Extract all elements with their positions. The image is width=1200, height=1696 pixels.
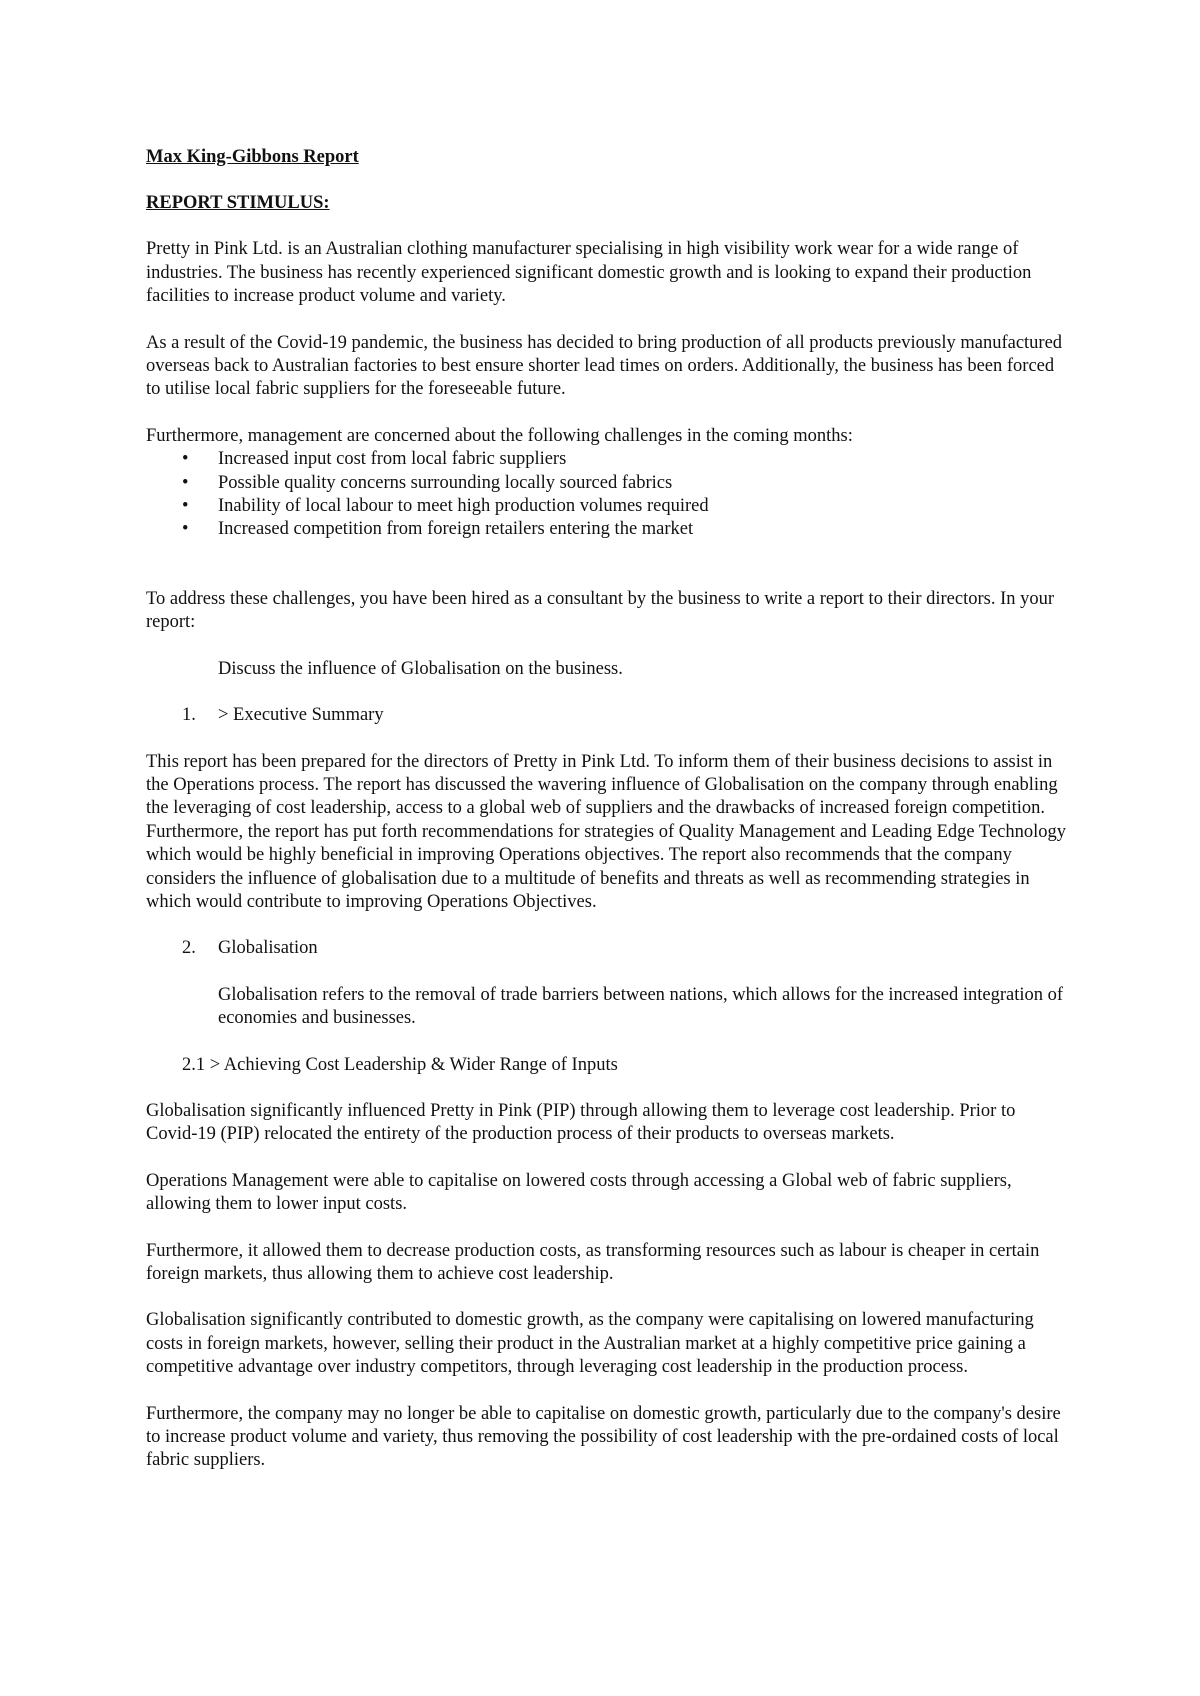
bullet-icon: • xyxy=(182,519,189,540)
section-2-1-paragraph-3: Furthermore, it allowed them to decrease production costs, as transforming resources such as labour is cheaper in certain foreign markets, thus allowing them to achieve cost leadership. xyxy=(146,1240,1040,1284)
section-2-1-paragraph-5: Furthermore, the company may no longer be able to capitalise on domestic growth, particularly due to the company's desire to increase product volume and variety, thus removing the possibility of cost leadership with the pre-ordained costs of local fabric suppliers. xyxy=(146,1403,1061,1471)
stimulus-paragraph-2: As a result of the Covid-19 pandemic, the business has decided to bring production of all products previously manufactured overseas back to Australian factories to best ensure shorter lead times on orders. Additionally, the business has been forced to utilise local fabric suppliers for the foreseeable future. xyxy=(146,332,1063,400)
section-2-1-paragraph-1: Globalisation significantly influenced Pretty in Pink (PIP) through allowing them to leverage cost leadership. Prior to Covid-19 (PIP) relocated the entirety of the production process of their products to overseas markets. xyxy=(146,1100,1016,1145)
bullet-icon: • xyxy=(182,472,189,493)
report-task: Discuss the influence of Globalisation on the business. xyxy=(218,658,623,679)
section-1-title: > Executive Summary xyxy=(218,705,384,726)
section-2-1-heading: 2.1 > Achieving Cost Leadership & Wider Range of Inputs xyxy=(182,1054,618,1075)
bullet-icon: • xyxy=(182,496,189,517)
section-2-number: 2. xyxy=(182,938,196,959)
document-page xyxy=(146,146,1070,1473)
bullet-icon: • xyxy=(182,449,189,470)
stimulus-heading: REPORT STIMULUS: xyxy=(146,193,330,213)
challenge-text: Possible quality concerns surrounding locally sourced fabrics xyxy=(218,472,673,493)
list-item xyxy=(146,472,1070,495)
section-1-number: 1. xyxy=(182,705,196,726)
executive-summary-body: This report has been prepared for the directors of Pretty in Pink Ltd. To inform them of their business decisions to assist in the Operations process. The report has discussed the wavering influence of Globalisation on the company through enabling the leveraging of cost leadership, access to a global web of suppliers and the drawbacks of increased foreign competition. Furthermore, the report has put forth recommendations for strategies of Quality Management and Leading Edge Technology which would be highly beneficial in improving Operations objectives. The report also recommends that the company considers the influence of globalisation due to a multitude of benefits and threats as well as recommending strategies in which would contribute to improving Operations Objectives. xyxy=(146,751,1067,912)
stimulus-paragraph-3: Furthermore, management are concerned about the following challenges in the coming months: xyxy=(146,425,853,446)
stimulus-paragraph-1: Pretty in Pink Ltd. is an Australian clothing manufacturer specialising in high visibility work wear for a wide range of industries. The business has recently experienced significant domestic growth and is looking to expand their production facilities to increase product volume and variety. xyxy=(146,239,1032,307)
stimulus-paragraph-4: To address these challenges, you have been hired as a consultant by the business to write a report to their directors. In your report: xyxy=(146,588,1055,633)
list-item xyxy=(146,448,1070,471)
globalisation-definition: Globalisation refers to the removal of trade barriers between nations, which allows for the increased integration of economies and businesses. xyxy=(218,984,1064,1029)
report-title: Max King-Gibbons Report xyxy=(146,147,359,167)
challenge-text: Increased competition from foreign retailers entering the market xyxy=(218,519,694,540)
challenge-text: Increased input cost from local fabric suppliers xyxy=(218,449,567,470)
section-2-title: Globalisation xyxy=(218,938,318,959)
section-2-heading xyxy=(146,937,1070,960)
section-1-heading xyxy=(146,704,1070,727)
section-2-1-paragraph-2: Operations Management were able to capitalise on lowered costs through accessing a Global web of fabric suppliers, allowing them to lower input costs. xyxy=(146,1170,1012,1215)
list-item xyxy=(146,518,1070,541)
challenge-text: Inability of local labour to meet high production volumes required xyxy=(218,496,709,517)
section-2-1-paragraph-4: Globalisation significantly contributed to domestic growth, as the company were capitalising on lowered manufacturing costs in foreign markets, however, selling their product in the Australian market at a highly competitive price gaining a competitive advantage over industry competitors, through leveraging cost leadership in the production process. xyxy=(146,1310,1034,1378)
list-item xyxy=(146,495,1070,518)
challenges-list xyxy=(146,448,1070,542)
